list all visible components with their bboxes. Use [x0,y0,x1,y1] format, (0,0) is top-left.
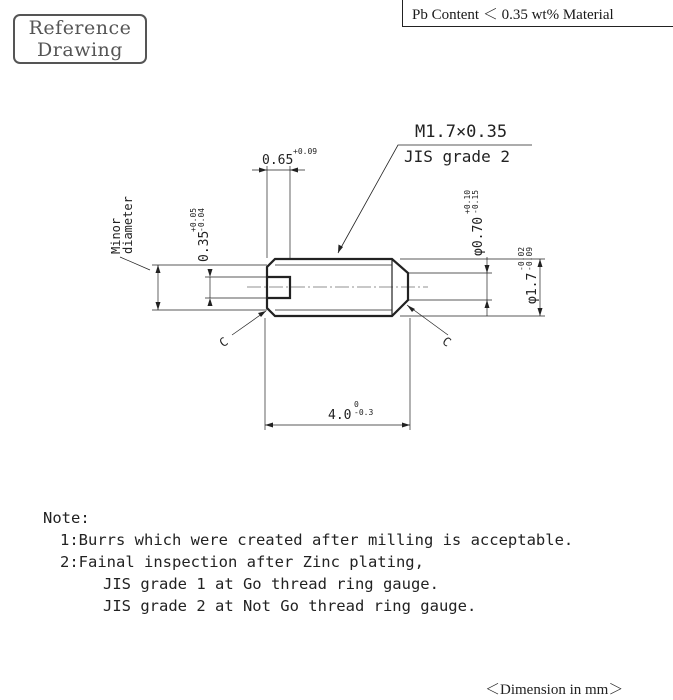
dimension-unit-note: ＜Dimension in mm＞ [485,682,624,698]
tip-dia-tol-lower: -0.15 [471,189,480,214]
note-line-2: 2:Fainal inspection after Zinc plating, [60,553,424,571]
length-value: 4.0 [328,408,352,423]
notes-block [43,507,573,617]
arrow-minor-bottom [156,302,161,310]
outer-dia-tol-upper: -0.02 [517,246,526,271]
arrow-outer-bottom [538,308,543,316]
note-line-4: JIS grade 2 at Not Go thread ring gauge. [103,597,477,615]
chamfer-left-label: C [216,334,231,351]
material-note: Pb Content ＜ 0.35 wt% Material [412,6,614,23]
reference-label-line2: Drawing [37,39,123,61]
arrow-slot-left [259,168,267,173]
thread-spec-text: M1.7×0.35 [415,122,508,142]
note-line-3: JIS grade 1 at Go thread ring gauge. [103,575,439,593]
arrow-chamfer-right [407,305,415,312]
arrow-depth-bottom [208,298,213,306]
screw-outline [267,259,408,316]
note-line-1: 1:Burrs which were created after milling is acceptable. [60,531,574,549]
slot-depth-tol-lower: -0.04 [197,207,206,232]
tip-dia-tol-upper: +0.10 [463,189,472,214]
arrow-tip-top [485,265,490,273]
arrow-length-right [402,423,410,428]
tip-dia-value: φ0.70 [471,216,486,256]
chamfer-right-label: C [439,333,454,350]
jis-grade-text: JIS grade 2 [404,147,510,166]
arrow-tip-bottom [485,300,490,308]
outer-dia-value: φ1.7 [525,272,540,304]
length-tol-lower: -0.3 [354,408,374,417]
minor-dia-label-line1: Minor [109,217,123,254]
notes-title: Note: [43,509,90,527]
slot-depth-tol-upper: +0.05 [189,207,198,232]
slot-depth-value: 0.35 [197,230,212,262]
arrow-slot-right [290,168,298,173]
outer-dia-tol-lower: -0.09 [525,246,534,271]
slot-width-tol-upper: +0.09 [293,147,318,156]
arrow-minor-top [156,265,161,273]
slot-width-value: 0.65 [262,153,294,168]
arrow-depth-top [208,269,213,277]
screw-slot [267,277,290,298]
minor-dia-leader [120,257,150,270]
minor-dia-label-line2: diameter [121,196,135,254]
length-tol-upper: 0 [354,400,359,409]
arrow-length-left [265,423,273,428]
arrow-outer-top [538,259,543,267]
reference-label-line1: Reference [28,17,132,39]
